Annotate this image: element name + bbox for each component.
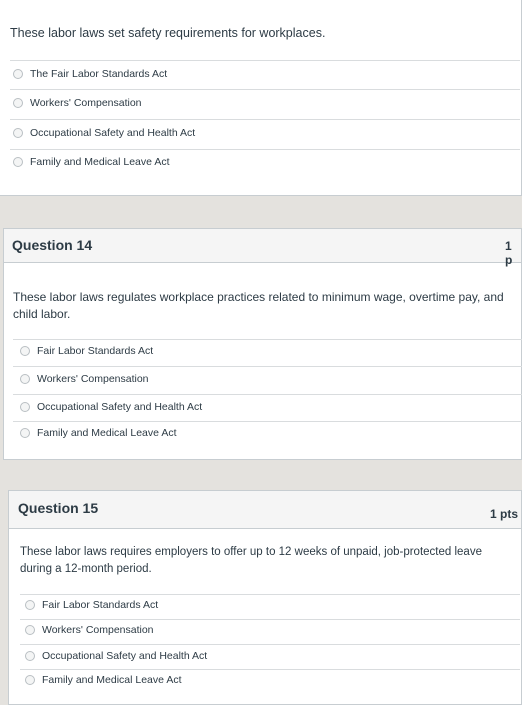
radio-icon[interactable] [25, 625, 35, 635]
question-15-card [8, 490, 522, 705]
q15-option-workers-comp[interactable] [25, 622, 154, 638]
q15-option-fmla[interactable] [25, 672, 181, 688]
question-15-title: Question 15 [18, 500, 99, 516]
question-15-points: 1 pts [490, 507, 519, 521]
radio-icon[interactable] [13, 69, 23, 79]
option-separator [13, 366, 522, 367]
question-15-header [9, 491, 521, 529]
q14-option-workers-comp[interactable] [20, 371, 149, 387]
option-label: Fair Labor Standards Act [37, 345, 154, 357]
question-15-text: These labor laws requires employers to offer up to 12 weeks of unpaid, job-protected leave during a 12-month period. [20, 546, 482, 575]
q13-option-fair-labor[interactable] [13, 66, 167, 82]
radio-icon[interactable] [20, 402, 30, 412]
q14-option-osha[interactable] [20, 399, 202, 415]
option-label: Workers' Compensation [30, 97, 142, 109]
question-14-title: Question 14 [12, 237, 93, 253]
option-label: Occupational Safety and Health Act [37, 401, 203, 413]
radio-icon[interactable] [20, 374, 30, 384]
option-label: Workers' Compensation [42, 624, 154, 636]
option-separator [13, 421, 522, 422]
option-separator [20, 644, 520, 645]
radio-icon[interactable] [13, 98, 23, 108]
option-separator [20, 619, 520, 620]
radio-icon[interactable] [13, 128, 23, 138]
option-separator [10, 119, 520, 120]
option-separator [20, 594, 520, 595]
option-separator [10, 149, 520, 150]
q15-option-osha[interactable] [25, 648, 207, 664]
question-14-card [3, 228, 522, 460]
option-separator [13, 394, 522, 395]
option-separator [10, 89, 520, 90]
q14-option-fmla[interactable] [20, 425, 176, 441]
option-separator [10, 60, 520, 61]
q14-option-fair-labor[interactable] [20, 343, 153, 359]
option-label: Workers' Compensation [37, 373, 149, 385]
option-label: Family and Medical Leave Act [42, 674, 182, 686]
q13-option-workers-comp[interactable] [13, 95, 142, 111]
option-label: Family and Medical Leave Act [37, 427, 177, 439]
question-13-text: These labor laws set safety requirements for workplaces. [10, 26, 326, 40]
question-13-card [0, 0, 522, 196]
radio-icon[interactable] [25, 675, 35, 685]
option-label: Occupational Safety and Health Act [42, 650, 208, 662]
q13-option-osha[interactable] [13, 125, 195, 141]
option-label: The Fair Labor Standards Act [30, 68, 168, 80]
question-14-text: These labor laws regulates workplace practices related to minimum wage, overtime pay, and child labor. [13, 290, 504, 321]
radio-icon[interactable] [25, 600, 35, 610]
question-14-header [4, 229, 521, 267]
radio-icon[interactable] [20, 346, 30, 356]
radio-icon[interactable] [20, 428, 30, 438]
radio-icon[interactable] [25, 651, 35, 661]
option-label: Fair Labor Standards Act [42, 599, 159, 611]
q13-option-fmla[interactable] [13, 154, 169, 170]
option-separator [13, 339, 522, 340]
radio-icon[interactable] [13, 157, 23, 167]
option-separator [20, 669, 520, 670]
q15-option-fair-labor[interactable] [25, 597, 158, 613]
option-label: Family and Medical Leave Act [30, 156, 170, 168]
option-label: Occupational Safety and Health Act [30, 127, 196, 139]
question-14-points: 1 p [505, 239, 513, 267]
